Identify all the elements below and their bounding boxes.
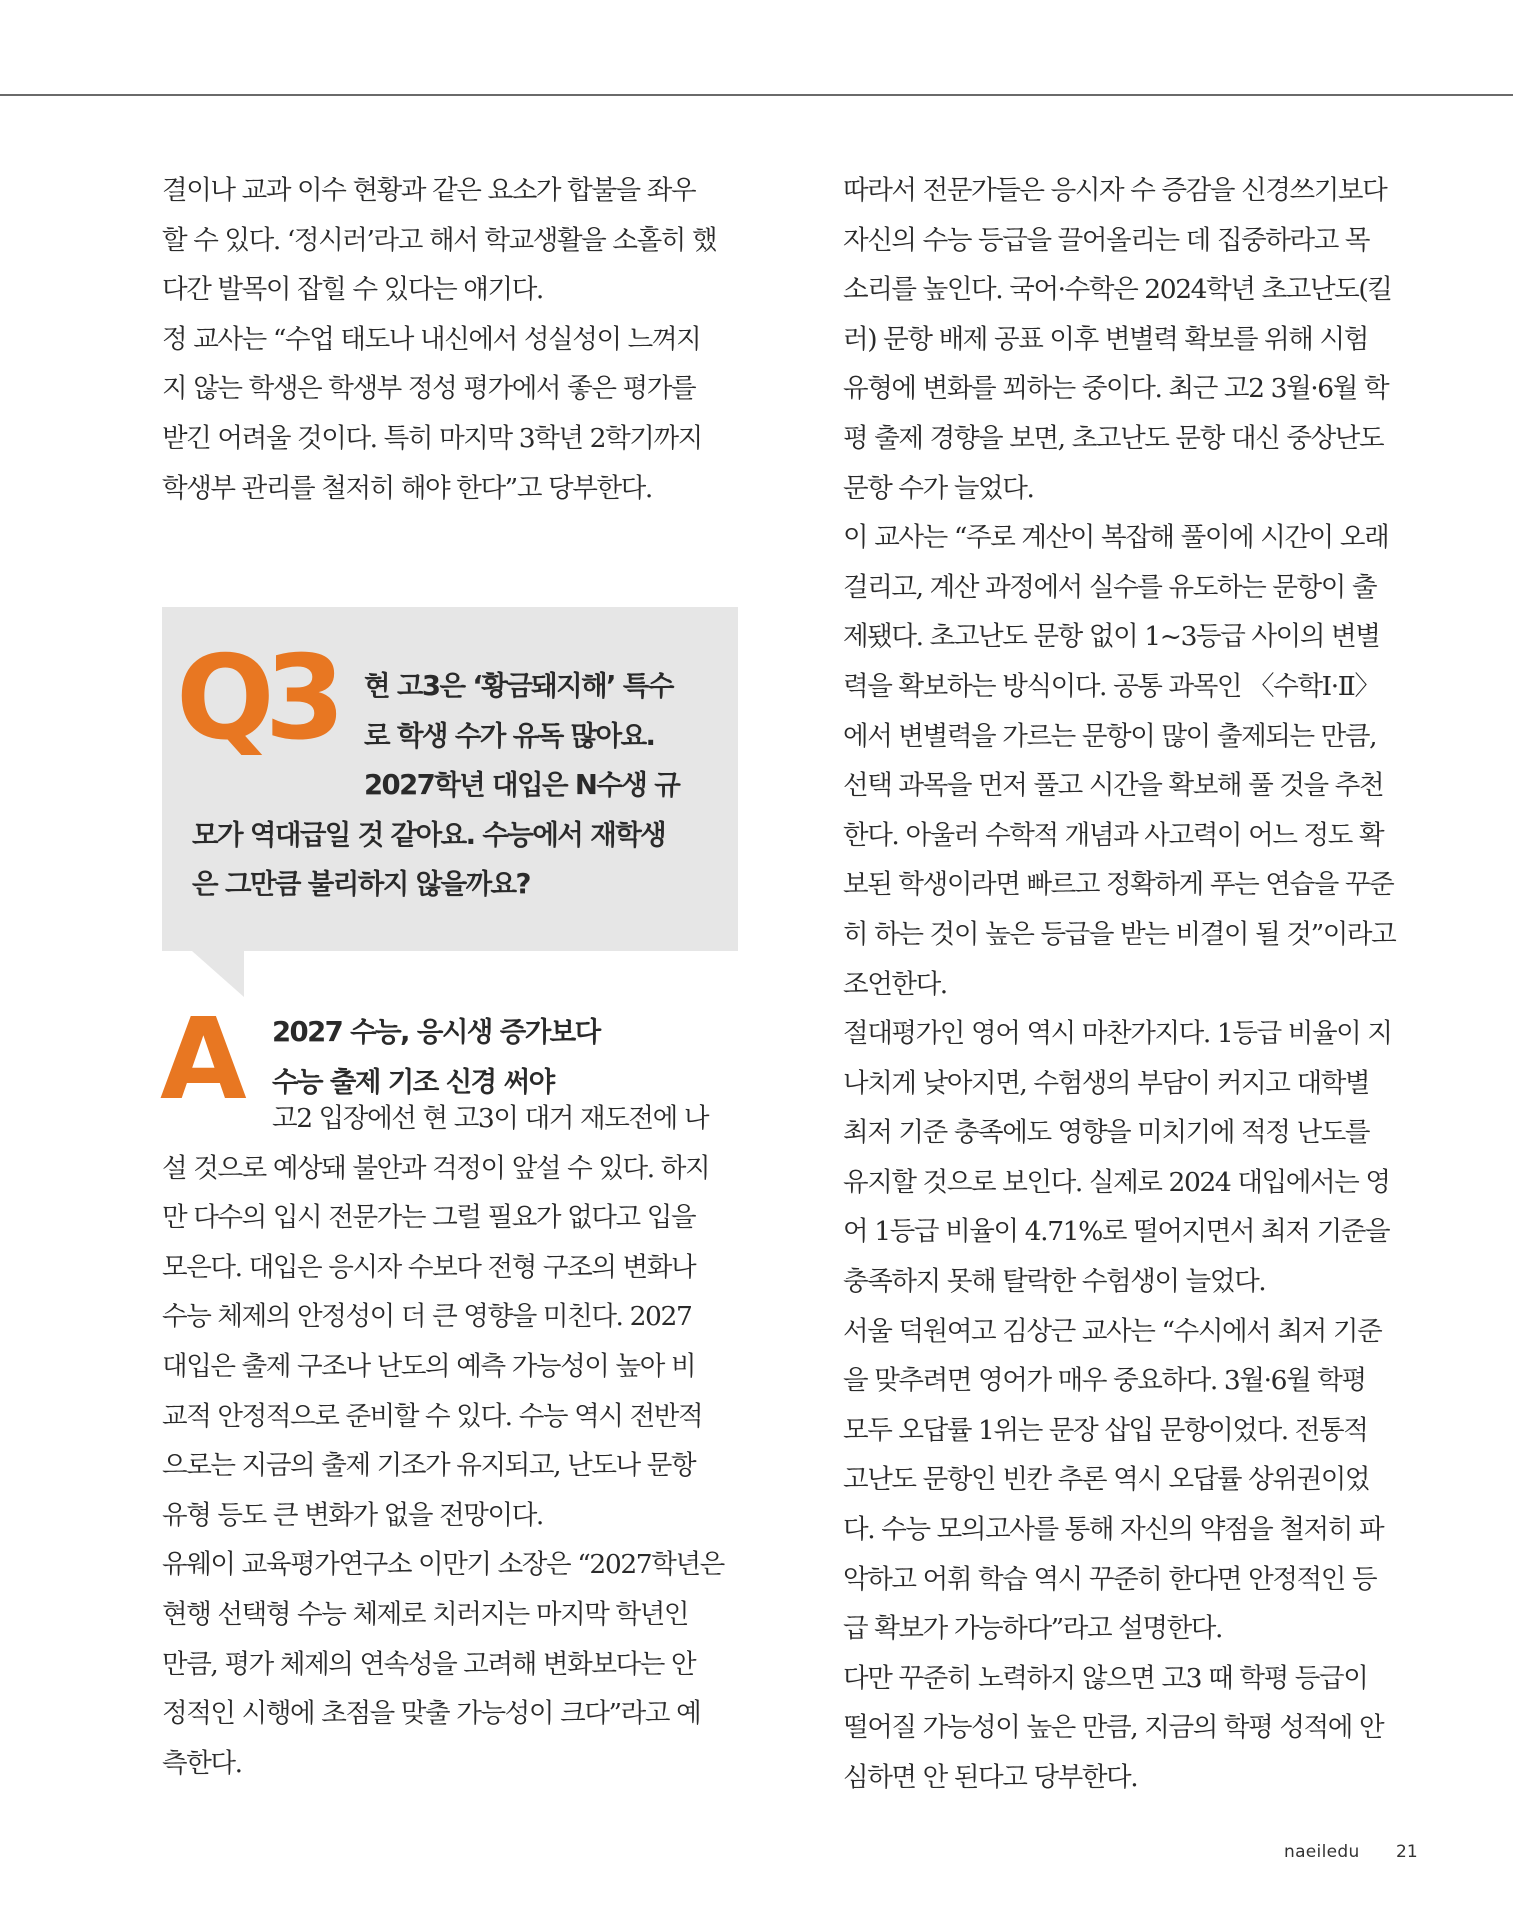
question-line: 현 고3은 ‘황금돼지해’ 특수	[364, 670, 673, 702]
body-paragraph: 서울 덕원여고 김상근 교사는 “수시에서 최저 기준 을 맞추려면 영어가 매우 중요하다. 3월·6월 학평 모두 오답률 1위는 문장 삽입 문항이었다. 전통적 고난도 문항인 빈칸 추론 역시 오답률 상위권이었 다. 수능 모의고사를 통해 자신의 약점을 철저히 파 악하고 어휘 학습 역시 꾸준히 한다면 안정적인 등 급 확보가 가능하다”라고 설명한다.	[843, 1315, 1384, 1645]
answer-heading-line: 2027 수능, 응시생 증가보다	[272, 1016, 600, 1048]
question-line: 2027학년 대입은 N수생 규	[364, 769, 680, 802]
question-callout-box	[162, 607, 738, 951]
question-line: 은 그만큼 불리하지 않을까요?	[192, 868, 530, 901]
question-number-mark: Q3	[176, 631, 336, 766]
answer-mark: A	[160, 995, 247, 1125]
body-paragraph: 결이나 교과 이수 현황과 같은 요소가 합불을 좌우 할 수 있다. ‘정시러’라고 해서 학교생활을 소홀히 했 다간 발목이 잡힐 수 있다는 얘기다.	[162, 175, 717, 306]
page-number: 21	[1396, 1842, 1418, 1862]
body-paragraph: 절대평가인 영어 역시 마찬가지다. 1등급 비율이 지 나치게 낮아지면, 수험생의 부담이 커지고 대학별 최저 기준 충족에도 영향을 미치기에 적정 난도를 유지할 것으로 보인다. 실제로 2024 대입에서는 영 어 1등급 비율이 4.71%로 떨어지면서 최저 기준을 충족하지 못해 탈락한 수험생이 늘었다.	[843, 1018, 1392, 1298]
body-paragraph: 다만 꾸준히 노력하지 않으면 고3 때 학평 등급이 떨어질 가능성이 높은 만큼, 지금의 학평 성적에 안 심하면 안 된다고 당부한다.	[843, 1662, 1384, 1793]
body-paragraph: 유웨이 교육평가연구소 이만기 소장은 “2027학년은 현행 선택형 수능 체제로 치러지는 마지막 학년인 만큼, 평가 체제의 연속성을 고려해 변화보다는 안 정적인 시행에 초점을 맞출 가능성이 크다”라고 예 측한다.	[162, 1549, 724, 1779]
question-line: 로 학생 수가 유독 많아요.	[364, 719, 655, 752]
body-paragraph: 고2 입장에선 현 고3이 대거 재도전에 나 설 것으로 예상돼 불안과 걱정이 앞설 수 있다. 하지 만 다수의 입시 전문가는 그럴 필요가 없다고 입을 모은다. 대입은 응시자 수보다 전형 구조의 변화나 수능 체제의 안정성이 더 큰 영향을 미친다. 2027 대입은 출제 구조나 난도의 예측 가능성이 높아 비 교적 안정적으로 준비할 수 있다. 수능 역시 전반적 으로는 지금의 출제 기조가 유지되고, 난도나 문항 유형 등도 큰 변화가 없을 전망이다.	[162, 1094, 742, 1540]
right-column-text	[843, 166, 1423, 1803]
question-line: 모가 역대급일 것 같아요. 수능에서 재학생	[192, 818, 666, 851]
question-callout-tail	[192, 951, 244, 997]
question-text	[192, 662, 708, 910]
body-paragraph: 이 교사는 “주로 계산이 복잡해 풀이에 시간이 오래 걸리고, 계산 과정에서 실수를 유도하는 문항이 출 제됐다. 초고난도 문항 없이 1~3등급 사이의 변별 력을 확보하는 방식이다. 공통 과목인 〈수학Ⅰ·Ⅱ〉 에서 변별력을 가르는 문항이 많이 출제되는 만큼, 선택 과목을 먼저 풀고 시간을 확보해 풀 것을 추천 한다. 아울러 수학적 개념과 사고력이 어느 정도 확 보된 학생이라면 빠르고 정확하게 푸는 연습을 꾸준 히 하는 것이 높은 등급을 받는 비결이 될 것”이라고 조언한다.	[843, 522, 1396, 1000]
body-paragraph: 정 교사는 “수업 태도나 내신에서 성실성이 느껴지 지 않는 학생은 학생부 정성 평가에서 좋은 평가를 받긴 어려울 것이다. 특히 마지막 3학년 2학기까지 학생부 관리를 철저히 해야 한다”고 당부한다.	[162, 323, 702, 504]
answer-first-line: 고2 입장에선 현 고3이 대거 재도전에 나	[272, 1103, 709, 1134]
answer-heading	[272, 1008, 742, 1107]
left-column-answer-text	[162, 1094, 742, 1788]
header-rule	[0, 94, 1513, 96]
body-paragraph: 따라서 전문가들은 응시자 수 증감을 신경쓰기보다 자신의 수능 등급을 끌어올리는 데 집중하라고 목 소리를 높인다. 국어·수학은 2024학년 초고난도(킬 러) 문항 배제 공표 이후 변별력 확보를 위해 시험 유형에 변화를 꾀하는 중이다. 최근 고2 3월·6월 학 평 출제 경향을 보면, 초고난도 문항 대신 중상난도 문항 수가 늘었다.	[843, 175, 1392, 504]
answer-heading-line: 수능 출제 기조 신경 써야	[272, 1065, 554, 1098]
left-column-top-text	[162, 166, 742, 513]
footer-brand: naeiledu	[1284, 1842, 1360, 1862]
